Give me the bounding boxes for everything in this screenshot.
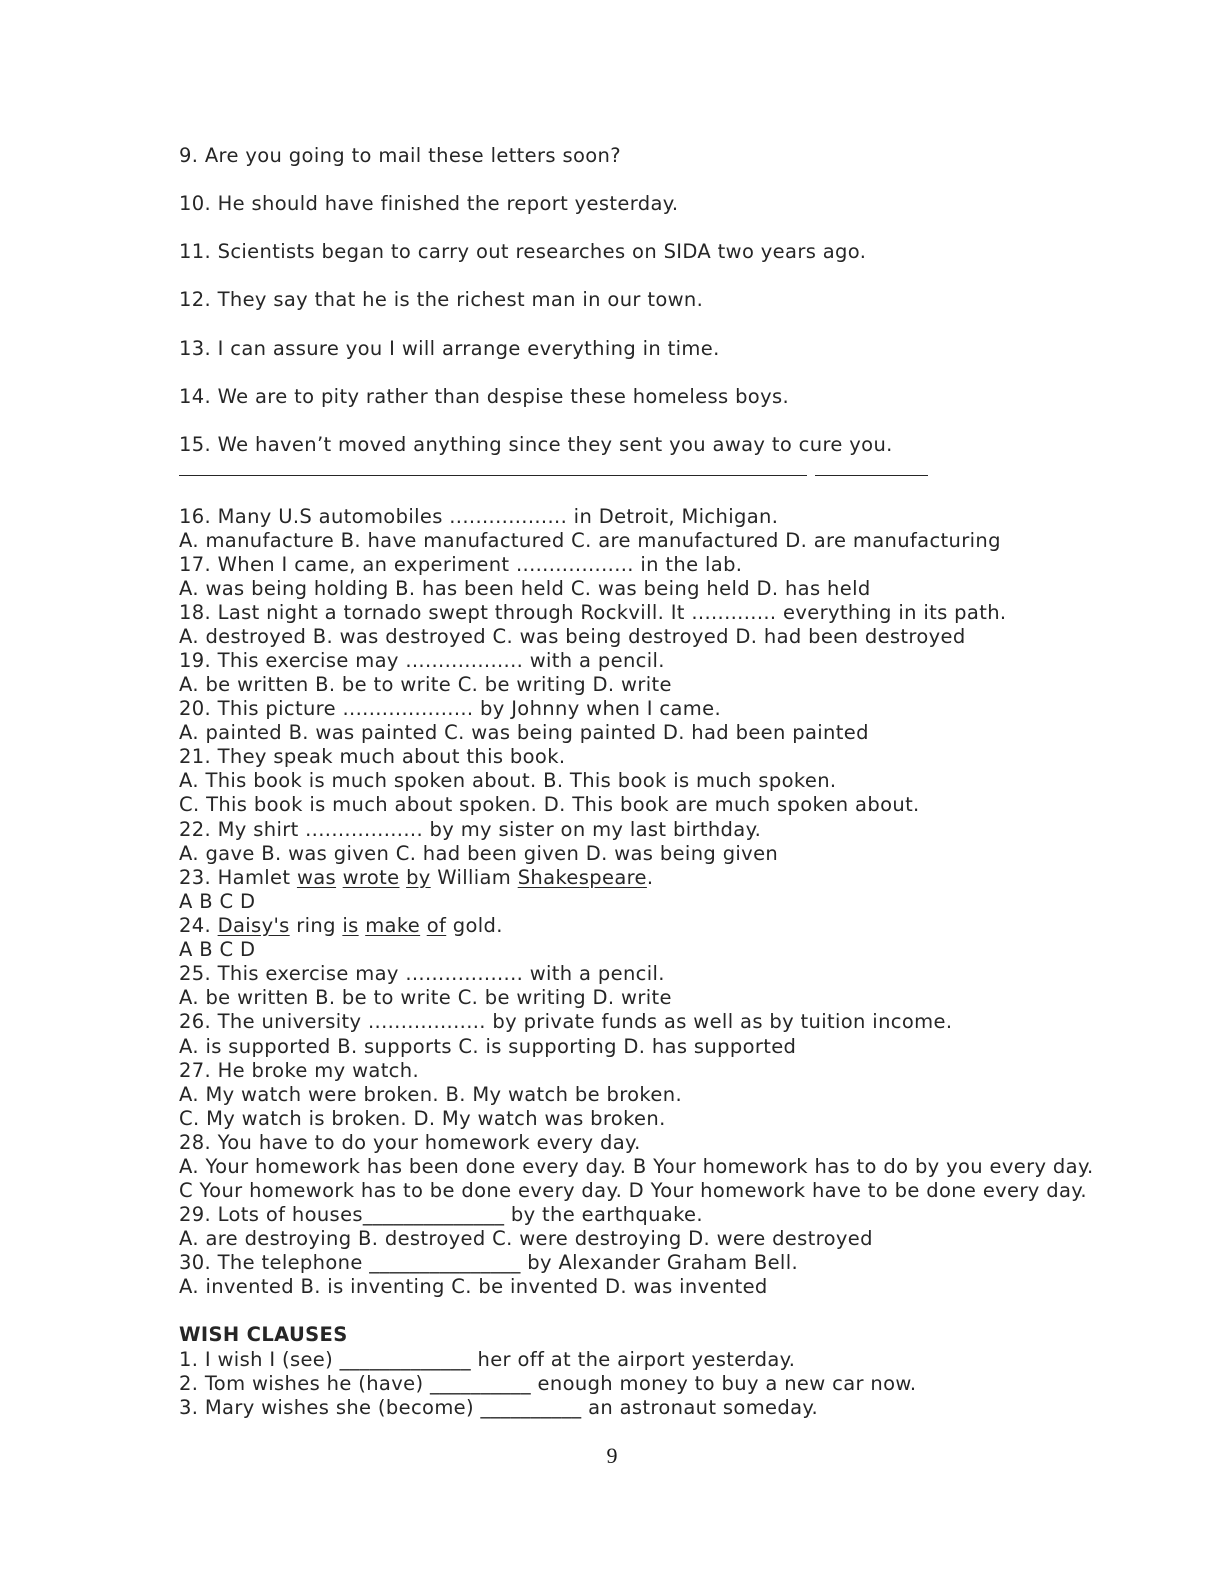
- sentence-text: William: [430, 866, 518, 889]
- options-line: A. are destroying B. destroyed C. were destroying D. were destroyed: [179, 1227, 873, 1250]
- exercise-item: 3. Mary wishes she (become) __________ an astronaut someday.: [179, 1396, 819, 1419]
- exercise-item: 15. We haven’t moved anything since they sent you away to cure you.: [179, 433, 893, 456]
- options-line: C Your homework has to be done every day. D Your homework have to be done every day.: [179, 1179, 1087, 1202]
- options-letters: A B C D: [179, 890, 256, 913]
- question-line: 18. Last night a tornado swept through Rockvill. It ............. everything in its path.: [179, 601, 1007, 624]
- question-number: 23.: [179, 866, 218, 889]
- underlined-option-a: was: [296, 866, 337, 889]
- exercise-item: 1. I wish I (see) _____________ her off at the airport yesterday.: [179, 1348, 796, 1371]
- options-line: C. My watch is broken. D. My watch was broken.: [179, 1107, 666, 1130]
- question-line: 29. Lots of houses______________ by the earthquake.: [179, 1203, 703, 1226]
- sentence-text: ring: [289, 914, 343, 937]
- underlined-option-d: of: [426, 914, 447, 937]
- question-line: 20. This picture .................... by Johnny when I came.: [179, 697, 722, 720]
- exercise-item: 11. Scientists began to carry out researches on SIDA two years ago.: [179, 240, 867, 263]
- exercise-item: 14. We are to pity rather than despise these homeless boys.: [179, 385, 790, 408]
- question-line: 26. The university .................. by private funds as well as by tuition income.: [179, 1010, 953, 1033]
- options-letters: A B C D: [179, 938, 256, 961]
- question-line: 16. Many U.S automobiles .................. in Detroit, Michigan.: [179, 505, 779, 528]
- question-line: 22. My shirt .................. by my sister on my last birthday.: [179, 818, 762, 841]
- question-line: 27. He broke my watch.: [179, 1059, 420, 1082]
- error-identification-question: [179, 866, 653, 890]
- sentence-text: gold.: [446, 914, 503, 937]
- options-line: A. painted B. was painted C. was being painted D. had been painted: [179, 721, 869, 744]
- exercise-item: 13. I can assure you I will arrange everything in time.: [179, 337, 720, 360]
- underlined-option-d: Shakespeare: [517, 866, 647, 889]
- exercise-item: 9. Are you going to mail these letters soon?: [179, 144, 621, 167]
- underlined-option-c: make: [365, 914, 421, 937]
- options-line: A. manufacture B. have manufactured C. are manufactured D. are manufacturing: [179, 529, 1001, 552]
- options-line: A. is supported B. supports C. is supporting D. has supported: [179, 1035, 797, 1058]
- options-line: A. My watch were broken. B. My watch be broken.: [179, 1083, 682, 1106]
- options-line: A. be written B. be to write C. be writing D. write: [179, 986, 672, 1009]
- underlined-option-b: wrote: [342, 866, 400, 889]
- answer-line: [179, 475, 807, 476]
- options-line: A. Your homework has been done every day. B Your homework has to do by you every day.: [179, 1155, 1094, 1178]
- underlined-option-c: by: [406, 866, 431, 889]
- question-line: 19. This exercise may .................. with a pencil.: [179, 649, 665, 672]
- sentence-text: .: [646, 866, 654, 889]
- question-line: 25. This exercise may .................. with a pencil.: [179, 962, 665, 985]
- exercise-item: 2. Tom wishes he (have) __________ enough money to buy a new car now.: [179, 1372, 917, 1395]
- question-line: 30. The telephone _______________ by Alexander Graham Bell.: [179, 1251, 799, 1274]
- exercise-item: 10. He should have finished the report yesterday.: [179, 192, 679, 215]
- options-line: A. gave B. was given C. had been given D. was being given: [179, 842, 779, 865]
- question-line: 17. When I came, an experiment .................. in the lab.: [179, 553, 743, 576]
- page-number: 9: [606, 1443, 618, 1468]
- options-line: A. invented B. is inventing C. be invented D. was invented: [179, 1275, 768, 1298]
- section-heading: WISH CLAUSES: [179, 1323, 348, 1346]
- options-line: A. This book is much spoken about. B. This book is much spoken.: [179, 769, 837, 792]
- options-line: A. be written B. be to write C. be writing D. write: [179, 673, 672, 696]
- sentence-text: Hamlet: [217, 866, 297, 889]
- error-identification-question: [179, 914, 503, 938]
- exercise-item: 12. They say that he is the richest man in our town.: [179, 288, 704, 311]
- underlined-option-b: is: [342, 914, 359, 937]
- options-line: A. was being holding B. has been held C. was being held D. has held: [179, 577, 871, 600]
- answer-line: [815, 475, 928, 476]
- question-number: 24.: [179, 914, 218, 937]
- options-line: A. destroyed B. was destroyed C. was being destroyed D. had been destroyed: [179, 625, 966, 648]
- question-line: 21. They speak much about this book.: [179, 745, 566, 768]
- question-line: 28. You have to do your homework every day.: [179, 1131, 641, 1154]
- underlined-option-a: Daisy's: [217, 914, 290, 937]
- options-line: C. This book is much about spoken. D. This book are much spoken about.: [179, 793, 920, 816]
